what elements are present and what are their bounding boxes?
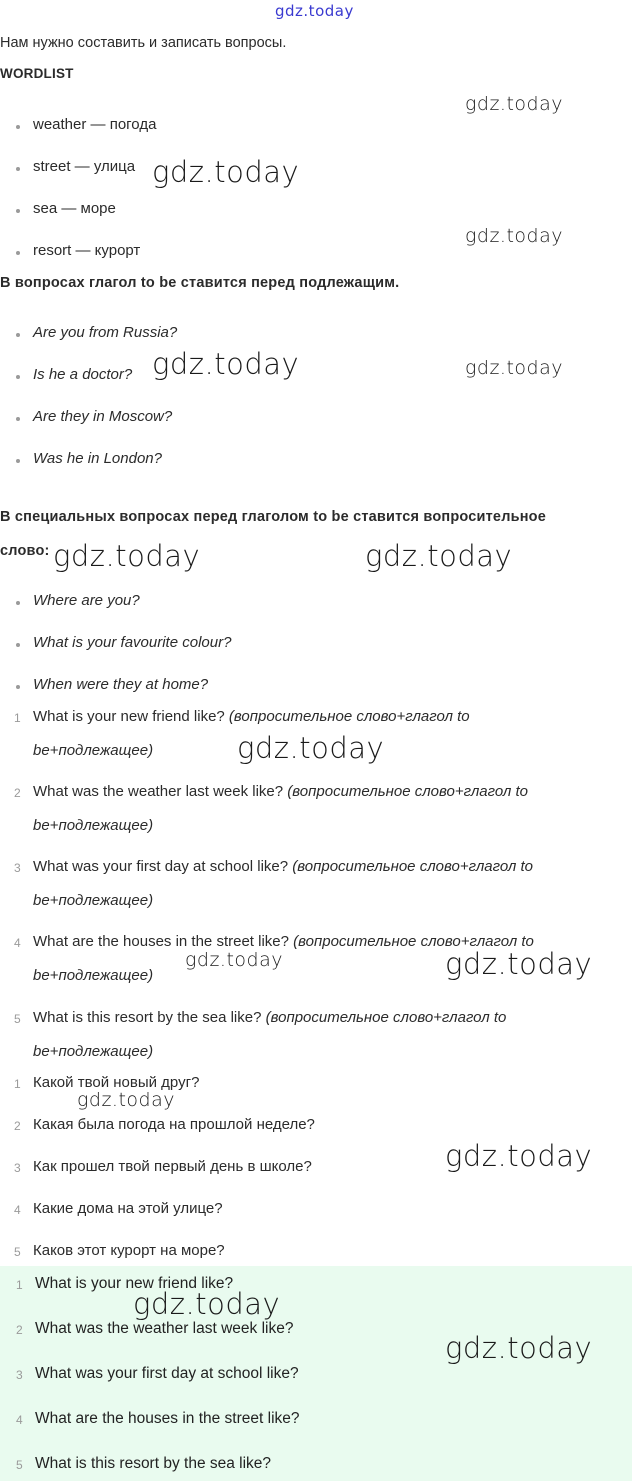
- bullet-icon: [16, 167, 20, 171]
- watermark: gdz.today: [275, 2, 354, 20]
- bullet-icon: [16, 251, 20, 255]
- watermark: gdz.today: [465, 357, 563, 379]
- answer-box: 1 What is your new friend like? 2 What was the weather last week like? 3 What was your first day at school like? 4 What are the houses in the street like? 5 What is this resort by the sea like?: [0, 1266, 632, 1481]
- bullet-icon: [16, 459, 20, 463]
- watermark: gdz.today: [77, 1089, 175, 1111]
- rule-text: В специальных вопросах перед глаголом to be ставится вопросительное: [0, 509, 547, 525]
- bullet-icon: [16, 417, 20, 421]
- bullet-icon: [16, 685, 20, 689]
- watermark: gdz.today: [185, 949, 283, 971]
- watermark: gdz.today: [53, 539, 201, 573]
- rule-text: слово:: [0, 543, 50, 559]
- watermark: gdz.today: [445, 1139, 593, 1173]
- watermark: gdz.today: [365, 539, 513, 573]
- intro-text: Нам нужно составить и записать вопросы.: [0, 35, 287, 51]
- bullet-icon: [16, 643, 20, 647]
- wordlist-heading: WORDLIST: [0, 66, 74, 81]
- watermark: gdz.today: [445, 1331, 593, 1365]
- watermark: gdz.today: [237, 731, 385, 765]
- bullet-icon: [16, 125, 20, 129]
- bullet-icon: [16, 209, 20, 213]
- watermark: gdz.today: [152, 155, 300, 189]
- bullet-icon: [16, 333, 20, 337]
- watermark: gdz.today: [133, 1287, 281, 1321]
- bullet-icon: [16, 601, 20, 605]
- watermark: gdz.today: [445, 947, 593, 981]
- watermark: gdz.today: [465, 225, 563, 247]
- watermark: gdz.today: [465, 93, 563, 115]
- rule-text: В вопросах глагол to be ставится перед подлежащим.: [0, 275, 400, 291]
- watermark: gdz.today: [152, 347, 300, 381]
- bullet-icon: [16, 375, 20, 379]
